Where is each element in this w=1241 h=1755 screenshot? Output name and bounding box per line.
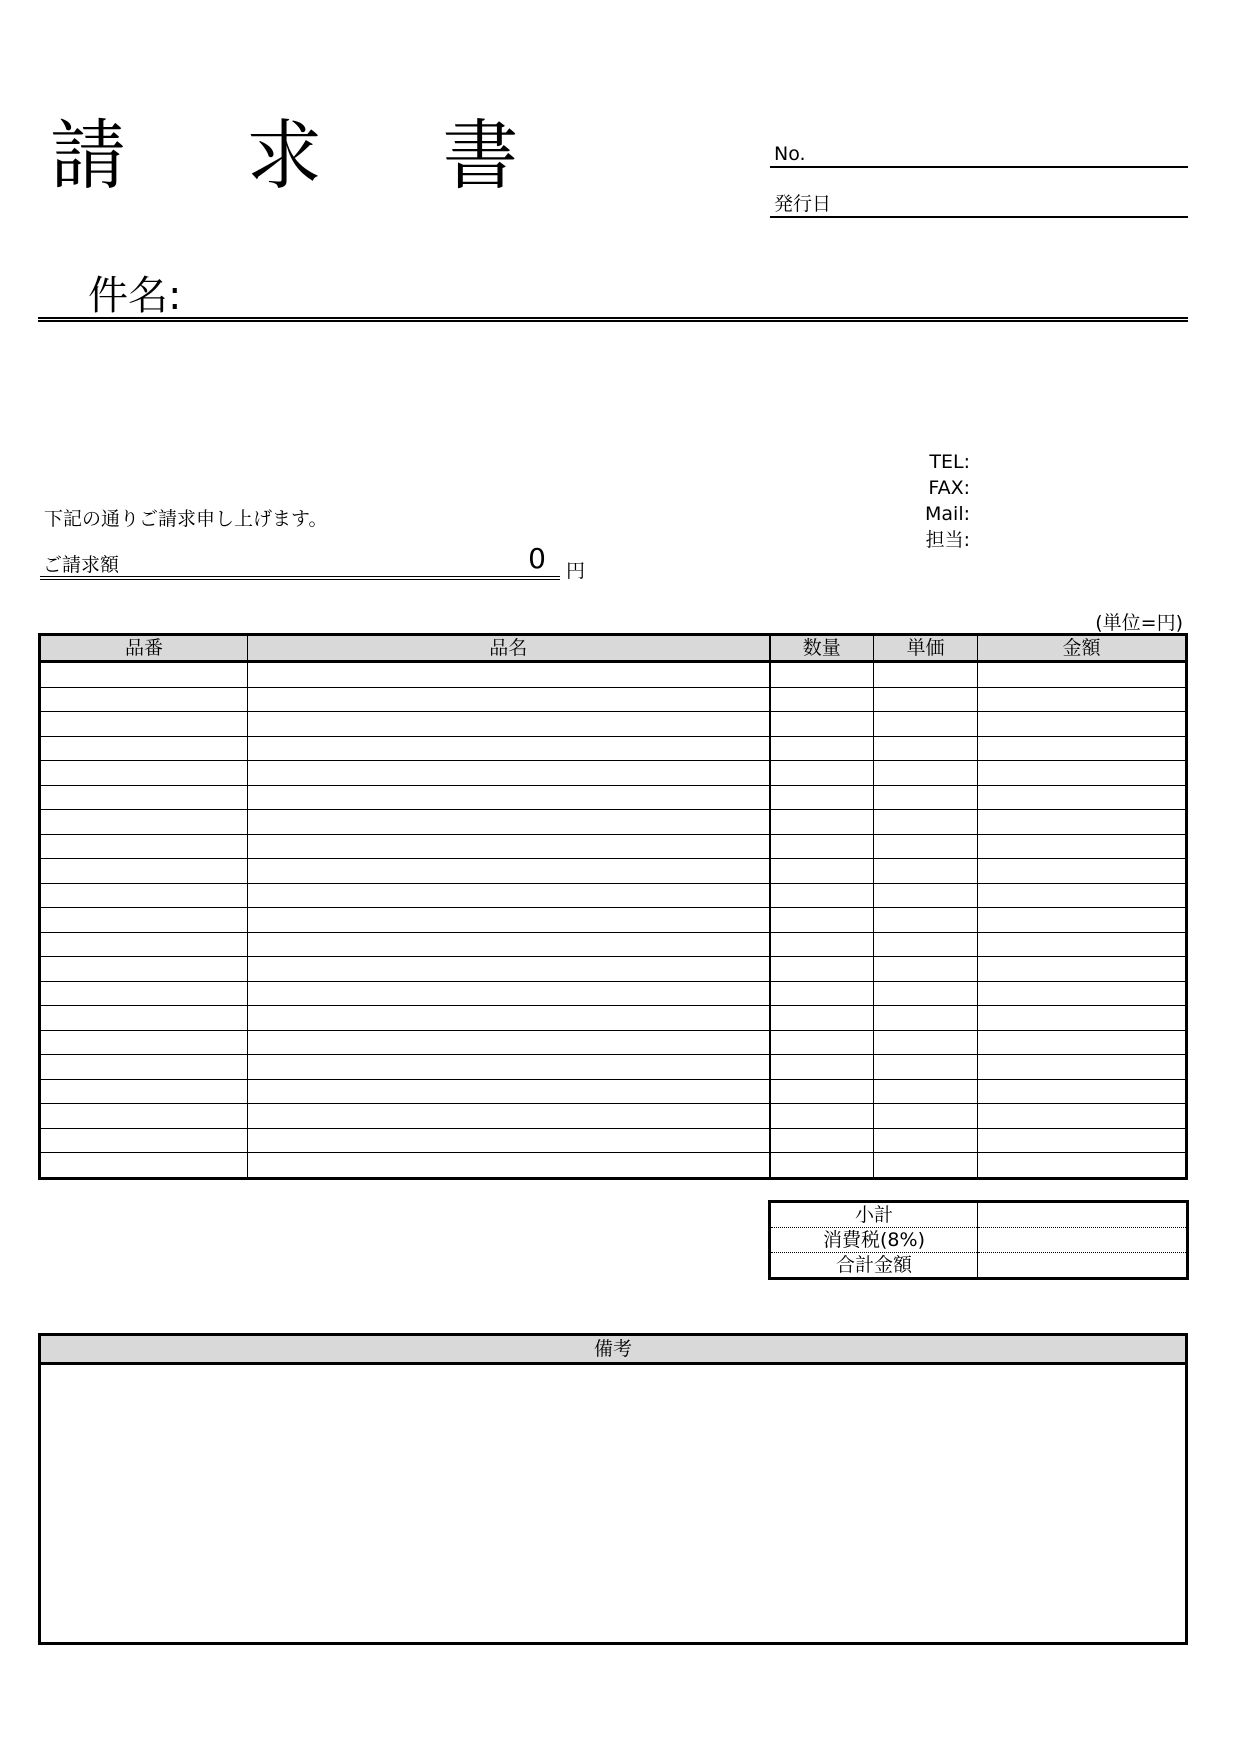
item-name-cell[interactable] (248, 1079, 770, 1104)
item-name-cell[interactable] (248, 834, 770, 859)
unit-price-cell[interactable] (874, 932, 978, 957)
table-row (40, 981, 1187, 1006)
unit-price-cell[interactable] (874, 1055, 978, 1080)
item-name-cell[interactable] (248, 662, 770, 688)
item-name-cell[interactable] (248, 957, 770, 982)
item-code-cell[interactable] (40, 687, 248, 712)
unit-price-cell[interactable] (874, 883, 978, 908)
amount-cell[interactable] (978, 736, 1187, 761)
unit-price-cell[interactable] (874, 1153, 978, 1179)
contact-person-label: 担当: (925, 529, 970, 551)
unit-price-cell[interactable] (874, 834, 978, 859)
item-name-cell[interactable] (248, 1006, 770, 1031)
item-code-cell[interactable] (40, 932, 248, 957)
table-row (40, 662, 1187, 688)
table-row (40, 687, 1187, 712)
unit-price-cell[interactable] (874, 712, 978, 737)
item-name-cell[interactable] (248, 1153, 770, 1179)
amount-cell[interactable] (978, 1030, 1187, 1055)
unit-price-cell[interactable] (874, 662, 978, 688)
header-quantity: 数量 (770, 635, 874, 662)
item-code-cell[interactable] (40, 736, 248, 761)
header-item-code: 品番 (40, 635, 248, 662)
table-row (40, 883, 1187, 908)
item-name-cell[interactable] (248, 1104, 770, 1129)
tax-row (770, 1228, 1188, 1253)
intro-text: 下記の通りご請求申し上げます。 (44, 508, 328, 530)
quantity-cell[interactable] (770, 932, 874, 957)
table-row (40, 1153, 1187, 1179)
unit-price-cell[interactable] (874, 908, 978, 933)
document-title: 請 求 書 (50, 111, 567, 200)
item-code-cell[interactable] (40, 908, 248, 933)
item-name-cell[interactable] (248, 1128, 770, 1153)
item-code-cell[interactable] (40, 1055, 248, 1080)
table-row (40, 785, 1187, 810)
table-row (40, 1006, 1187, 1031)
item-code-cell[interactable] (40, 1104, 248, 1129)
amount-cell[interactable] (978, 1104, 1187, 1129)
tax-label: 消費税(8%) (770, 1228, 978, 1253)
table-row (40, 1128, 1187, 1153)
unit-price-cell[interactable] (874, 687, 978, 712)
amount-cell[interactable] (978, 957, 1187, 982)
amount-cell[interactable] (978, 1128, 1187, 1153)
amount-cell[interactable] (978, 834, 1187, 859)
amount-cell[interactable] (978, 1153, 1187, 1179)
unit-price-cell[interactable] (874, 957, 978, 982)
totals-table (768, 1200, 1189, 1280)
item-name-cell[interactable] (248, 712, 770, 737)
unit-price-cell[interactable] (874, 1006, 978, 1031)
table-row (40, 1104, 1187, 1129)
item-name-cell[interactable] (248, 981, 770, 1006)
amount-cell[interactable] (978, 810, 1187, 835)
unit-price-cell[interactable] (874, 1030, 978, 1055)
unit-price-cell[interactable] (874, 785, 978, 810)
tax-value[interactable] (978, 1228, 1188, 1253)
item-code-cell[interactable] (40, 981, 248, 1006)
table-row (40, 932, 1187, 957)
table-row (40, 810, 1187, 835)
amount-cell[interactable] (978, 785, 1187, 810)
item-name-cell[interactable] (248, 883, 770, 908)
quantity-cell[interactable] (770, 1079, 874, 1104)
unit-note: (単位=円) (1095, 612, 1183, 634)
item-name-cell[interactable] (248, 859, 770, 884)
contact-mail-label: Mail: (925, 503, 970, 525)
quantity-cell[interactable] (770, 810, 874, 835)
quantity-cell[interactable] (770, 1104, 874, 1129)
contact-fax-label: FAX: (928, 477, 970, 499)
subtotal-value[interactable] (978, 1202, 1188, 1228)
header-amount: 金額 (978, 635, 1187, 662)
amount-cell[interactable] (978, 662, 1187, 688)
amount-cell[interactable] (978, 761, 1187, 786)
notes-box (38, 1333, 1188, 1645)
quantity-cell[interactable] (770, 712, 874, 737)
quantity-cell[interactable] (770, 1055, 874, 1080)
item-name-cell[interactable] (248, 785, 770, 810)
billing-amount-label: ご請求額 (43, 554, 120, 576)
quantity-cell[interactable] (770, 662, 874, 688)
subject-label: 件名: (88, 273, 182, 319)
table-row (40, 908, 1187, 933)
issue-date-label: 発行日 (774, 193, 832, 215)
subtotal-row (770, 1202, 1188, 1228)
amount-cell[interactable] (978, 687, 1187, 712)
item-code-cell[interactable] (40, 662, 248, 688)
unit-price-cell[interactable] (874, 736, 978, 761)
item-code-cell[interactable] (40, 785, 248, 810)
quantity-cell[interactable] (770, 859, 874, 884)
total-label: 合計金額 (770, 1253, 978, 1279)
amount-cell[interactable] (978, 859, 1187, 884)
item-code-cell[interactable] (40, 761, 248, 786)
quantity-cell[interactable] (770, 883, 874, 908)
notes-body[interactable] (41, 1365, 1185, 1671)
unit-price-cell[interactable] (874, 1128, 978, 1153)
billing-amount-value: 0 (528, 542, 546, 575)
quantity-cell[interactable] (770, 1030, 874, 1055)
invoice-number-label: No. (774, 143, 806, 165)
item-name-cell[interactable] (248, 761, 770, 786)
table-row (40, 1030, 1187, 1055)
item-code-cell[interactable] (40, 883, 248, 908)
amount-cell[interactable] (978, 1079, 1187, 1104)
table-row (40, 736, 1187, 761)
table-row (40, 957, 1187, 982)
item-code-cell[interactable] (40, 957, 248, 982)
item-code-cell[interactable] (40, 1006, 248, 1031)
item-name-cell[interactable] (248, 736, 770, 761)
billing-amount-currency: 円 (566, 560, 586, 582)
amount-cell[interactable] (978, 1055, 1187, 1080)
table-row (40, 1055, 1187, 1080)
item-code-cell[interactable] (40, 859, 248, 884)
issue-date-field[interactable] (770, 190, 1188, 218)
unit-price-cell[interactable] (874, 761, 978, 786)
item-code-cell[interactable] (40, 1079, 248, 1104)
quantity-cell[interactable] (770, 957, 874, 982)
quantity-cell[interactable] (770, 1153, 874, 1179)
amount-cell[interactable] (978, 1006, 1187, 1031)
items-header-row (40, 635, 1187, 662)
header-item-name: 品名 (248, 635, 770, 662)
quantity-cell[interactable] (770, 1128, 874, 1153)
billing-amount-field (40, 542, 560, 580)
table-row (40, 859, 1187, 884)
quantity-cell[interactable] (770, 981, 874, 1006)
item-name-cell[interactable] (248, 687, 770, 712)
items-table (38, 633, 1188, 1180)
item-code-cell[interactable] (40, 712, 248, 737)
amount-cell[interactable] (978, 712, 1187, 737)
amount-cell[interactable] (978, 932, 1187, 957)
header-unit-price: 単価 (874, 635, 978, 662)
table-row (40, 712, 1187, 737)
table-row (40, 834, 1187, 859)
item-name-cell[interactable] (248, 932, 770, 957)
item-name-cell[interactable] (248, 908, 770, 933)
invoice-number-field[interactable] (770, 140, 1188, 168)
quantity-cell[interactable] (770, 908, 874, 933)
item-name-cell[interactable] (248, 1030, 770, 1055)
subject-field[interactable] (38, 270, 1188, 322)
total-row (770, 1253, 1188, 1279)
item-code-cell[interactable] (40, 1128, 248, 1153)
contact-tel-label: TEL: (929, 451, 970, 473)
item-name-cell[interactable] (248, 810, 770, 835)
item-code-cell[interactable] (40, 1030, 248, 1055)
quantity-cell[interactable] (770, 687, 874, 712)
item-code-cell[interactable] (40, 810, 248, 835)
quantity-cell[interactable] (770, 1006, 874, 1031)
item-code-cell[interactable] (40, 834, 248, 859)
quantity-cell[interactable] (770, 834, 874, 859)
unit-price-cell[interactable] (874, 1104, 978, 1129)
table-row (40, 1079, 1187, 1104)
unit-price-cell[interactable] (874, 859, 978, 884)
amount-cell[interactable] (978, 883, 1187, 908)
total-value[interactable] (978, 1253, 1188, 1279)
quantity-cell[interactable] (770, 736, 874, 761)
quantity-cell[interactable] (770, 785, 874, 810)
unit-price-cell[interactable] (874, 1079, 978, 1104)
amount-cell[interactable] (978, 981, 1187, 1006)
unit-price-cell[interactable] (874, 810, 978, 835)
unit-price-cell[interactable] (874, 981, 978, 1006)
quantity-cell[interactable] (770, 761, 874, 786)
subtotal-label: 小計 (770, 1202, 978, 1228)
item-name-cell[interactable] (248, 1055, 770, 1080)
amount-cell[interactable] (978, 908, 1187, 933)
item-code-cell[interactable] (40, 1153, 248, 1179)
table-row (40, 761, 1187, 786)
notes-header: 備考 (41, 1336, 1185, 1365)
items-body (40, 662, 1187, 1179)
